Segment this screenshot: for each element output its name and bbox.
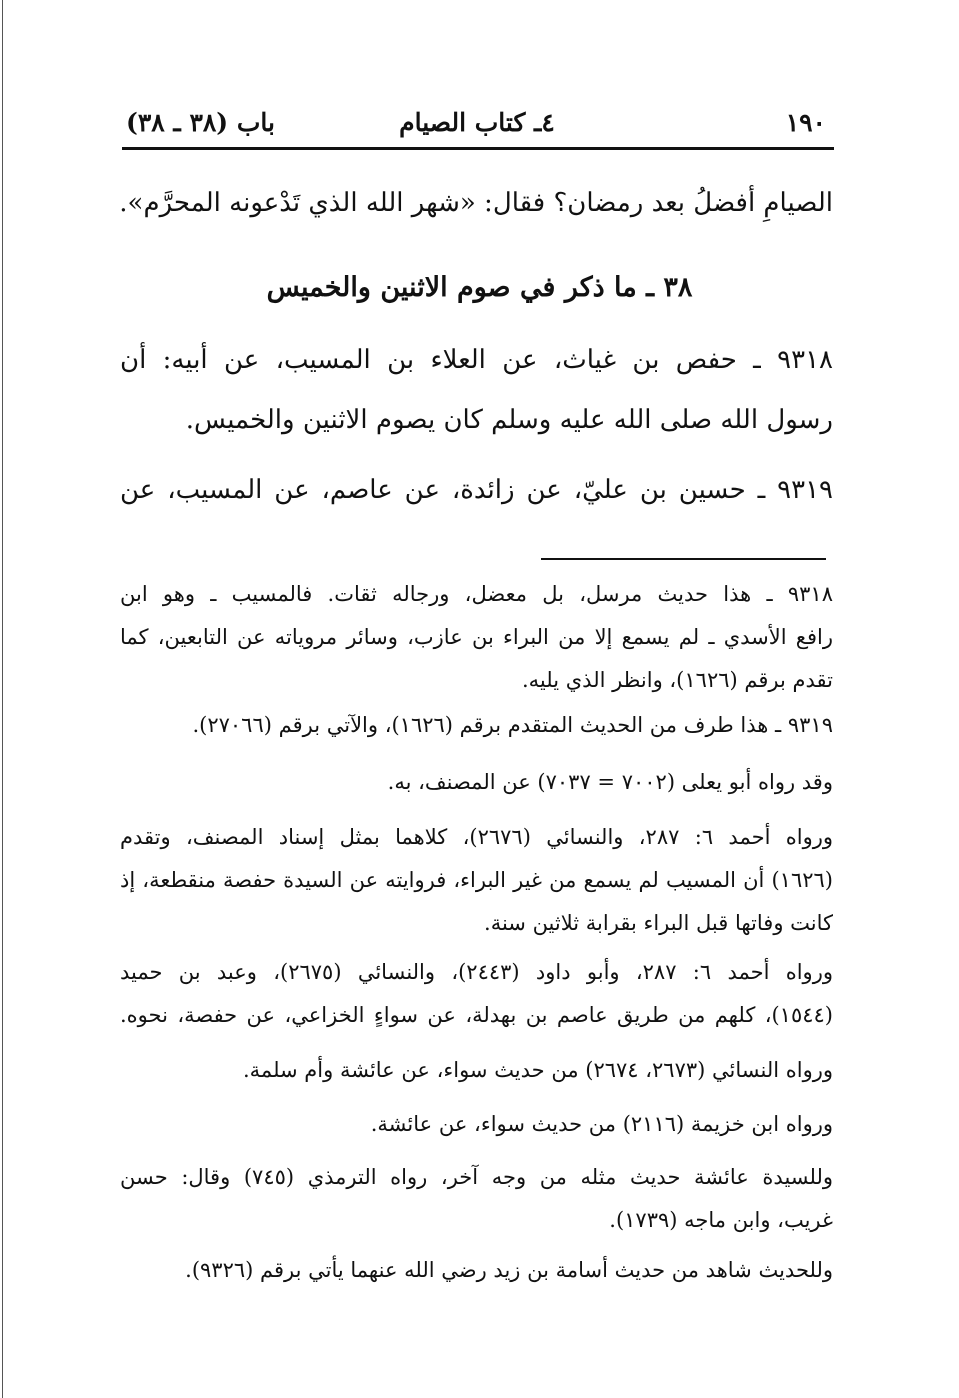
footnote-line: ورواه ابن خزيمة (٢١١٦) من حديث سواء، عن عائشة. bbox=[370, 1112, 833, 1136]
footnote-line: رافع الأسدي ـ لم يسمع إلا من البراء بن عازب، وسائر مروياته عن التابعين، كما bbox=[120, 625, 833, 649]
footnote-line: وللسيدة عائشة حديث مثله من وجه آخر، رواه الترمذي (٧٤٥) وقال: حسن bbox=[120, 1165, 834, 1189]
page-edge-line bbox=[2, 0, 3, 1398]
footnote-line: ورواه النسائي (٢٦٧٣، ٢٦٧٤) من حديث سواء، عن عائشة وأم سلمة. bbox=[243, 1058, 833, 1082]
footnote-line: (١٥٤٤)، كلهم من طريق عاصم بن بهدلة، عن سواءٍ الخزاعي، عن حفصة، نحوه. bbox=[120, 1003, 833, 1027]
footnote-line: وقد رواه أبو يعلى (٧٠٠٢ = ٧٠٣٧) عن المصنف، به. bbox=[387, 770, 833, 794]
footnote-line: ورواه أحمد ٦: ٢٨٧، والنسائي (٢٦٧٦)، كلاهما بمثل إسناد المصنف، وتقدم bbox=[120, 825, 833, 849]
hadith-9318-line: رسول الله صلى الله عليه وسلم كان يصوم الاثنين والخميس. bbox=[185, 405, 833, 435]
footnote-line: وللحديث شاهد من حديث أسامة بن زيد رضي الله عنهما يأتي برقم (٩٣٢٦). bbox=[185, 1258, 833, 1282]
page-number: ١٩٠ bbox=[785, 108, 826, 137]
footnote-line: ورواه أحمد ٦: ٢٨٧، وأبو داود (٢٤٤٣)، والنسائي (٢٦٧٥)، وعبد بن حميد bbox=[120, 960, 833, 984]
book-title: ٤ـ كتاب الصيام bbox=[399, 108, 555, 137]
footnote-line: تقدم برقم (١٦٢٦)، وانظر الذي يليه. bbox=[521, 668, 833, 692]
page-header bbox=[122, 100, 832, 150]
footnote-line: (١٦٢٦) أن المسيب لم يسمع من غير البراء، فروايته عن السيدة حفصة منقطعة، إذ bbox=[120, 868, 833, 892]
hadith-9319-line: ٩٣١٩ ـ حسين بن عليّ، عن زائدة، عن عاصم، عن المسيب، عن bbox=[120, 475, 833, 505]
footnote-divider bbox=[541, 558, 826, 560]
hadith-9318-line: ٩٣١٨ ـ حفص بن غياث، عن العلاء بن المسيب، عن أبيه: أن bbox=[120, 345, 833, 375]
section-title: ٣٨ ـ ما ذكر في صوم الاثنين والخميس bbox=[266, 272, 693, 303]
chapter-reference: باب (٣٨ ـ ٣٨) bbox=[126, 108, 275, 137]
footnote-line: ٩٣١٩ ـ هذا طرف من الحديث المتقدم برقم (١٦٢٦)، والآتي برقم (٢٧٠٦٦). bbox=[192, 713, 833, 737]
footnote-line: كانت وفاتها قبل البراء بقرابة ثلاثين سنة. bbox=[484, 911, 833, 935]
header-divider bbox=[122, 147, 834, 150]
footnote-line: ٩٣١٨ ـ هذا حديث مرسل، بل معضل، ورجاله ثقات. فالمسيب ـ وهو ابن bbox=[120, 582, 833, 606]
footnote-line: غريب، وابن ماجه (١٧٣٩). bbox=[609, 1208, 833, 1232]
main-text-line: الصيامِ أفضلُ بعد رمضان؟ فقال: «شهر الله الذي تَدْعونه المحرَّم». bbox=[119, 188, 833, 218]
